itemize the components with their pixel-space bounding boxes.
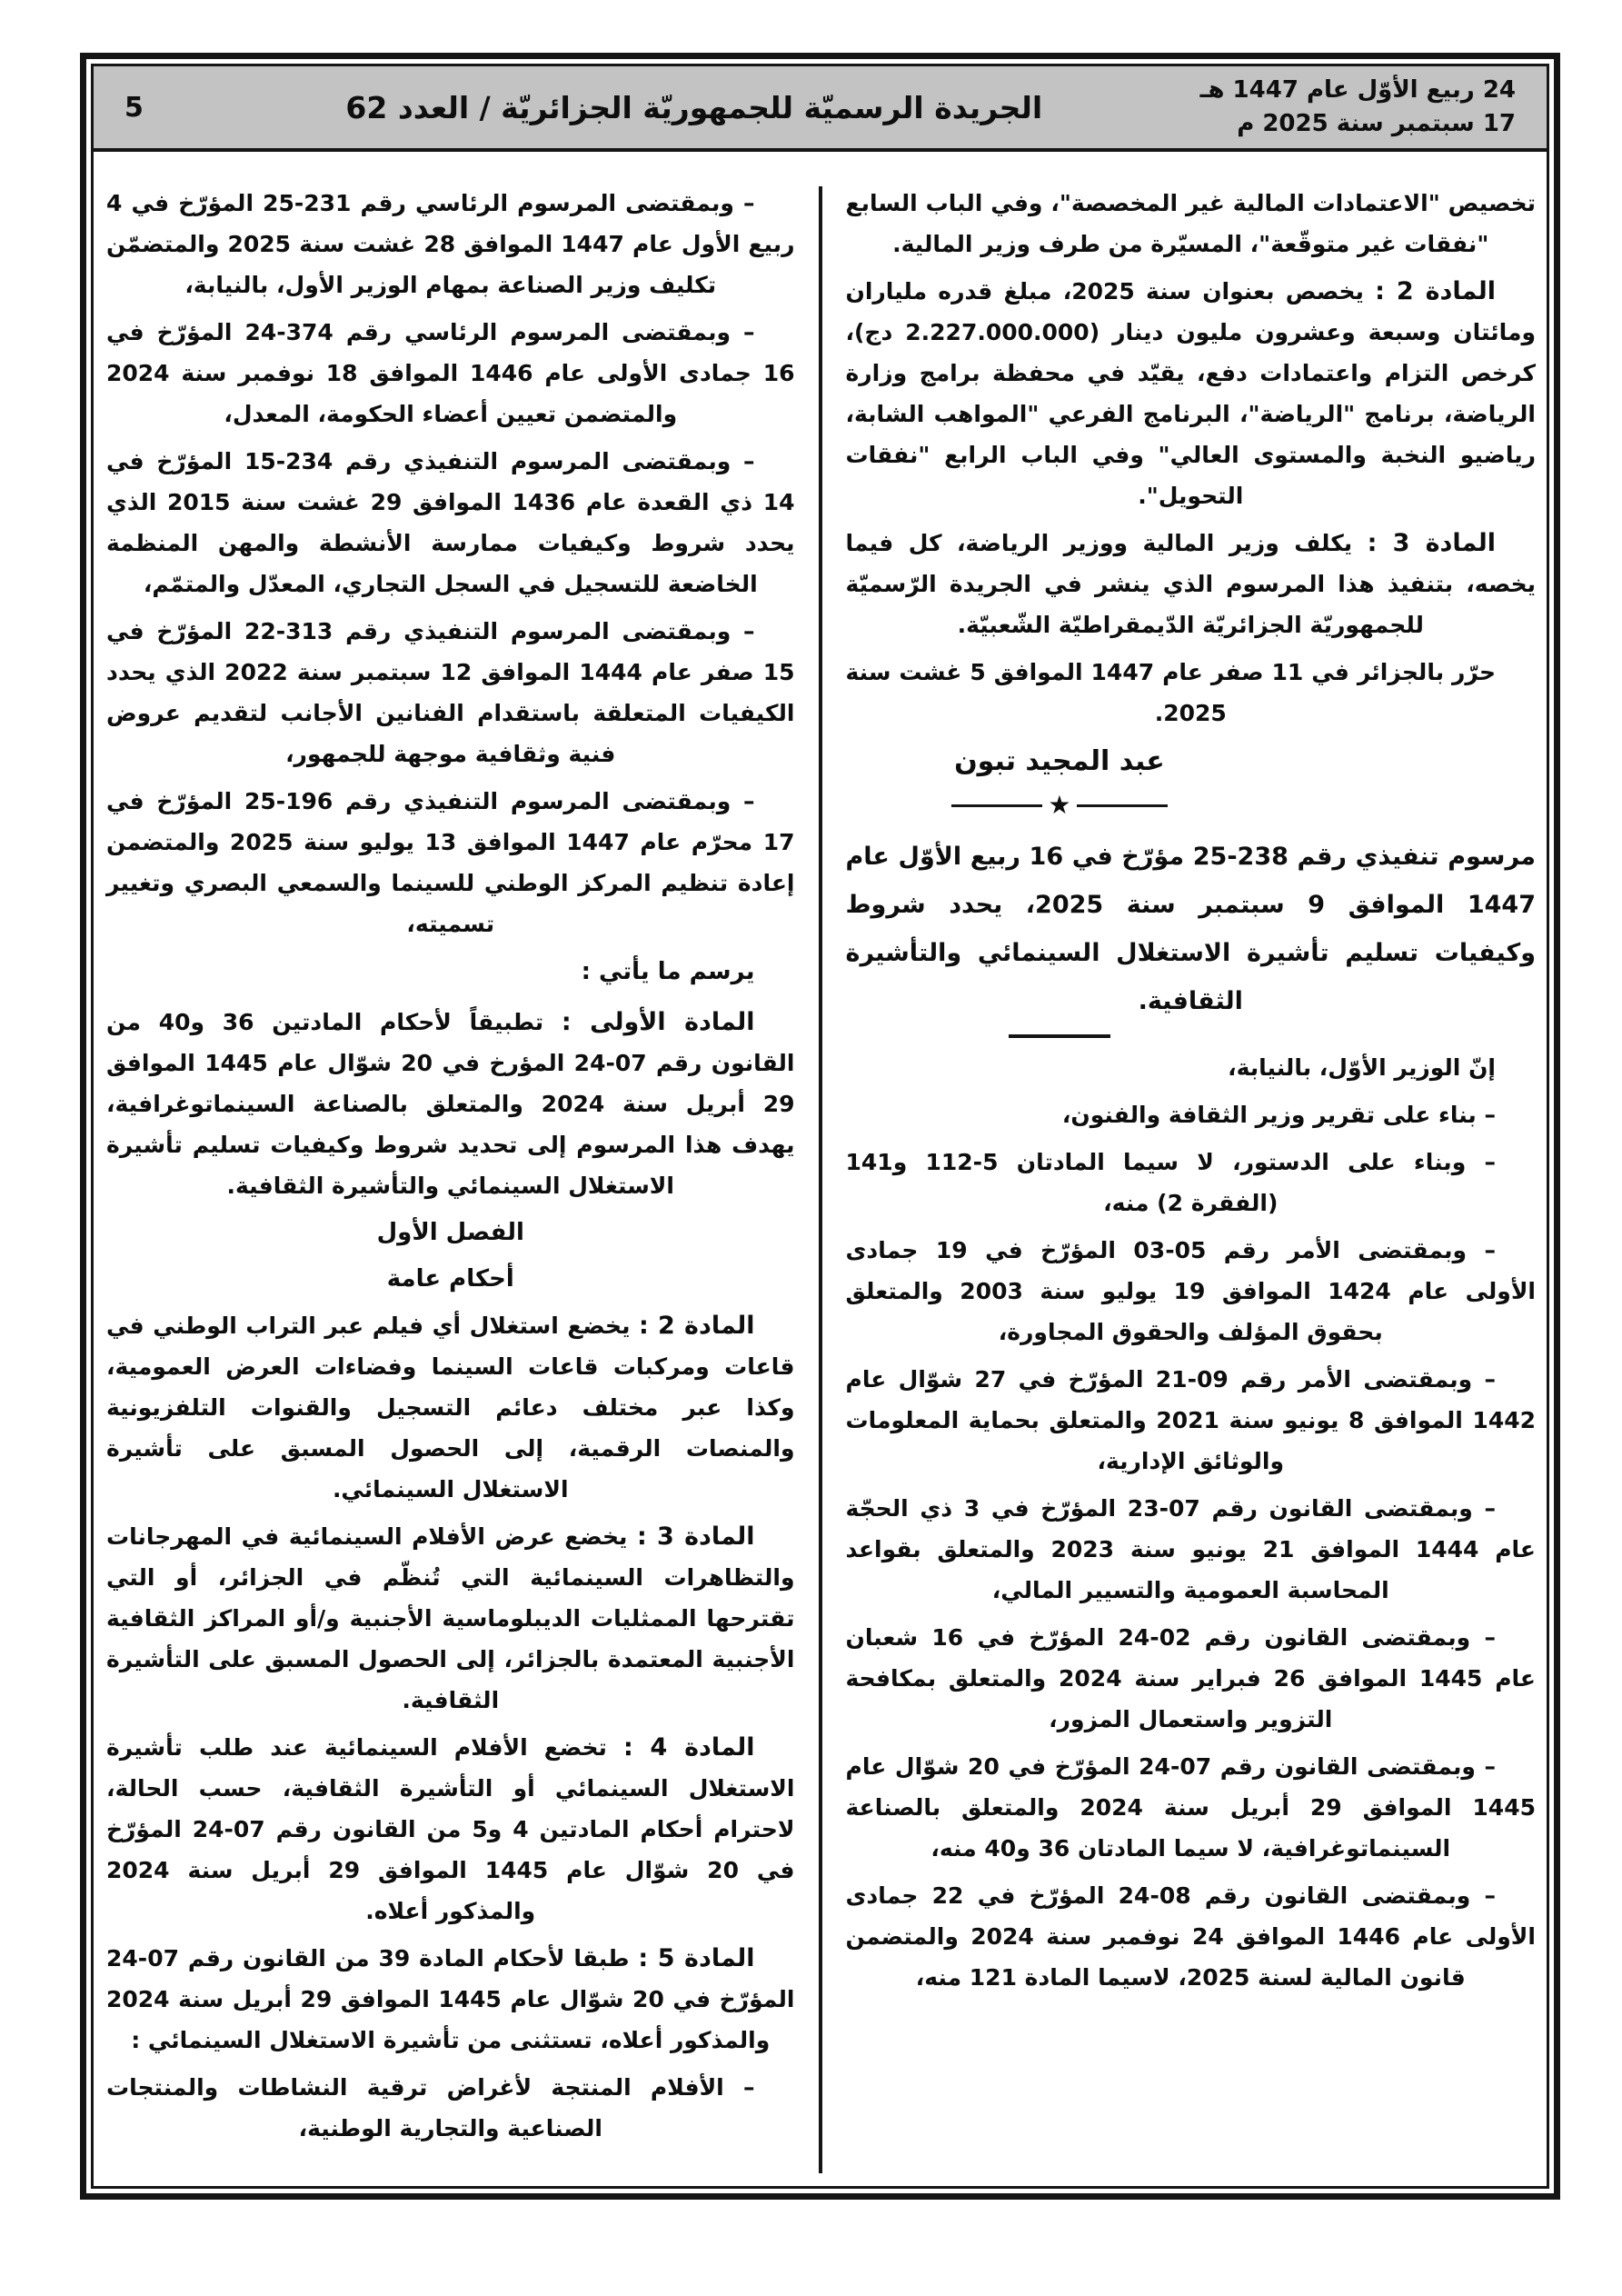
article-lead: المادة الأولى : xyxy=(561,1008,755,1036)
paragraph: تخصيص "الاعتمادات المالية غير المخصصة"، وفي الباب السابع "نفقات غير متوقّعة"، المسيّرة من طرف وزير المالية. xyxy=(845,190,1536,257)
paragraph: المادة 3 : يخضع عرض الأفلام السينمائية في المهرجانات والتظاهرات السينمائية التي تُنظّم في الجزائر، أو التي تقترحها الممثليات الديبلوماسية الأجنبية و/أو المراكز الثقافية الأجنبية المعتمدة بالجزائر، إلى الحصول المسبق على التأشيرة الثقافية. xyxy=(106,1522,795,1713)
paragraph: إنّ الوزير الأوّل، بالنيابة، xyxy=(1228,1054,1496,1081)
paragraph: – وبمقتضى المرسوم التنفيذي رقم 196-25 المؤرّخ في 17 محرّم عام 1447 الموافق 13 يوليو سنة 2025 والمتضمن إعادة تنظيم المركز الوطني للسينما والسمعي البصري وتغيير تسميته، xyxy=(106,788,795,937)
paragraph: – وبمقتضى الأمر رقم 09-21 المؤرّخ في 27 شوّال عام 1442 الموافق 8 يونيو سنة 2021 والمتعلق بحماية المعلومات والوثائق الإدارية، xyxy=(845,1366,1537,1474)
paragraph: – بناء على تقرير وزير الثقافة والفنون، xyxy=(1061,1102,1496,1128)
article-lead: المادة 3 : xyxy=(1367,529,1496,557)
gregorian-date: 17 سبتمبر سنة 2025 م xyxy=(1237,110,1516,137)
column-left xyxy=(94,152,821,2186)
article-lead: المادة 4 : xyxy=(622,1733,755,1762)
decree-intro: يرسم ما يأتي : xyxy=(581,958,755,985)
paragraph: – وبمقتضى الأمر رقم 05-03 المؤرّخ في 19 جمادى الأولى عام 1424 الموافق 19 يوليو سنة 2003 والمتعلق بحقوق المؤلف والحقوق المجاورة، xyxy=(845,1237,1536,1345)
signature: عبد المجيد تبون xyxy=(954,745,1165,777)
paragraph: – وبمقتضى القانون رقم 07-23 المؤرّخ في 3 ذي الحجّة عام 1444 الموافق 21 يونيو سنة 2023 والمتعلق بقواعد المحاسبة العمومية والتسيير المالي، xyxy=(845,1495,1536,1603)
paragraph: المادة 4 : تخضع الأفلام السينمائية عند طلب تأشيرة الاستغلال السينمائي أو التأشيرة الثقافية، حسب الحالة، لاحترام أحكام المادتين 4 و5 من القانون رقم 07-24 المؤرّخ في 20 شوّال عام 1445 الموافق 29 أبريل سنة 2024 والمذكور أعلاه. xyxy=(106,1733,795,1924)
title-rule-block xyxy=(846,1034,1274,1038)
paragraph: – وبمقتضى المرسوم التنفيذي رقم 313-22 المؤرّخ في 15 صفر عام 1444 الموافق 12 سبتمبر سنة 2022 الذي يحدد الكيفيات المتعلقة باستقدام الفنانين الأجانب لتقديم عروض فنية وثقافية موجهة للجمهور، xyxy=(106,618,795,767)
article-lead: المادة 2 : xyxy=(1375,277,1496,305)
article-lead: المادة 3 : xyxy=(636,1522,755,1551)
paragraph: – وبمقتضى القانون رقم 08-24 المؤرّخ في 22 جمادى الأولى عام 1446 الموافق 24 نوفمبر سنة 2024 والمتضمن قانون المالية لسنة 2025، لاسيما المادة 121 منه، xyxy=(845,1882,1536,1991)
paragraph: – وبمقتضى المرسوم الرئاسي رقم 374-24 المؤرّخ في 16 جمادى الأولى عام 1446 الموافق 18 نوفمبر سنة 2024 والمتضمن تعيين أعضاء الحكومة، المعدل، xyxy=(106,319,795,427)
paragraph: – وبناء على الدستور، لا سيما المادتان 5-112 و141 (الفقرة 2) منه، xyxy=(845,1149,1496,1216)
journal-title: الجريدة الرسميّة للجمهوريّة الجزائريّة / العدد 62 xyxy=(345,89,1043,125)
section-heading: الفصل الأول xyxy=(376,1219,524,1246)
paragraph: حرّر بالجزائر في 11 صفر عام 1447 الموافق 5 غشت سنة 2025. xyxy=(845,659,1497,726)
signature-block xyxy=(846,741,1274,782)
paragraph: – وبمقتضى المرسوم الرئاسي رقم 231-25 المؤرّخ في 4 ربيع الأول عام 1447 الموافق 28 غشت سنة 2025 والمتضمّن تكليف وزير الصناعة بمهام الوزير الأول، بالنيابة، xyxy=(106,190,795,298)
article-lead: المادة 5 : xyxy=(638,1944,755,1972)
paragraph: – وبمقتضى المرسوم التنفيذي رقم 234-15 المؤرّخ في 14 ذي القعدة عام 1436 الموافق 29 غشت سنة 2015 الذي يحدد شروط وكيفيات ممارسة الأنشطة والمهن المنظمة الخاضعة للتسجيل في السجل التجاري، المعدّل والمتمّم، xyxy=(106,448,795,597)
page-body xyxy=(94,152,1547,2186)
paragraph: المادة 2 : يخصص بعنوان سنة 2025، مبلغ قدره ملياران ومائتان وسبعة وعشرون مليون دينار (2.227.000.000 دج)، كرخص التزام واعتمادات دفع، يقيّد في محفظة برامج وزارة الرياضة، برنامج "الرياضة"، البرنامج الفرعي "المواهب الشابة، رياضيو النخبة والمستوى العالي" وفي الباب الرابع "نفقات التحويل". xyxy=(845,277,1536,509)
paragraph: المادة 2 : يخضع استغلال أي فيلم عبر التراب الوطني في قاعات ومركبات قاعات السينما وفضاءات العرض العمومية، وكذا عبر مختلف دعائم التسجيل والقنوات التلفزيونية والمنصات الرقمية، إلى الحصول المسبق على تأشيرة الاستغلال السينمائي. xyxy=(106,1312,795,1502)
section-heading: أحكام عامة xyxy=(386,1265,514,1293)
divider-line xyxy=(1077,804,1168,807)
page-frame-inner xyxy=(91,64,1549,2189)
page-number: 5 xyxy=(124,91,144,124)
paragraph: – الأفلام المنتجة لأغراض ترقية النشاطات والمنتجات الصناعية والتجارية الوطنية، xyxy=(106,2074,755,2141)
page-frame xyxy=(80,53,1560,2200)
paragraph: المادة 3 : يكلف وزير المالية ووزير الرياضة، كل فيما يخصه، بتنفيذ هذا المرسوم الذي ينشر في الجريدة الرّسميّة للجمهوريّة الجزائريّة الدّيمقراطيّة الشّعبيّة. xyxy=(845,529,1536,638)
paragraph: – وبمقتضى القانون رقم 07-24 المؤرّخ في 20 شوّال عام 1445 الموافق 29 أبريل سنة 2024 والمتعلق بالصناعة السينماتوغرافية، لا سيما المادتان 36 و40 منه، xyxy=(845,1753,1536,1862)
decree-title: مرسوم تنفيذي رقم 238-25 مؤرّخ في 16 ربيع الأوّل عام 1447 الموافق 9 سبتمبر سنة 2025، يحدد شروط وكيفيات تسليم تأشيرة الاستغلال السينمائي والتأشيرة الثقافية. xyxy=(845,843,1536,1015)
star-divider xyxy=(846,790,1274,820)
star-rule xyxy=(846,790,1274,820)
hijri-date: 24 ربيع الأوّل عام 1447 هـ xyxy=(1199,76,1516,104)
column-divider xyxy=(819,186,822,2173)
separator-rule xyxy=(1009,1034,1110,1038)
paragraph: المادة الأولى : تطبيقاً لأحكام المادتين 36 و40 من القانون رقم 07-24 المؤرخ في 20 شوّال عام 1445 الموافق 29 أبريل سنة 2024 والمتعلق بالصناعة السينماتوغرافية، يهدف هذا المرسوم إلى تحديد شروط وكيفيات تسليم تأشيرة الاستغلال السينمائي والتأشيرة الثقافية. xyxy=(106,1008,795,1199)
header-dates xyxy=(1200,74,1516,141)
paragraph: – وبمقتضى القانون رقم 02-24 المؤرّخ في 16 شعبان عام 1445 الموافق 26 فبراير سنة 2024 والمتعلق بمكافحة التزوير واستعمال المزور، xyxy=(845,1624,1536,1732)
paragraph: المادة 5 : طبقا لأحكام المادة 39 من القانون رقم 07-24 المؤرّخ في 20 شوّال عام 1445 الموافق 29 أبريل سنة 2024 والمذكور أعلاه، تستثنى من تأشيرة الاستغلال السينمائي : xyxy=(106,1944,795,2053)
gazette-header xyxy=(94,66,1547,152)
column-right xyxy=(821,152,1547,2186)
star-icon: ★ xyxy=(1048,790,1071,820)
divider-line xyxy=(951,804,1042,807)
article-lead: المادة 2 : xyxy=(639,1312,755,1340)
